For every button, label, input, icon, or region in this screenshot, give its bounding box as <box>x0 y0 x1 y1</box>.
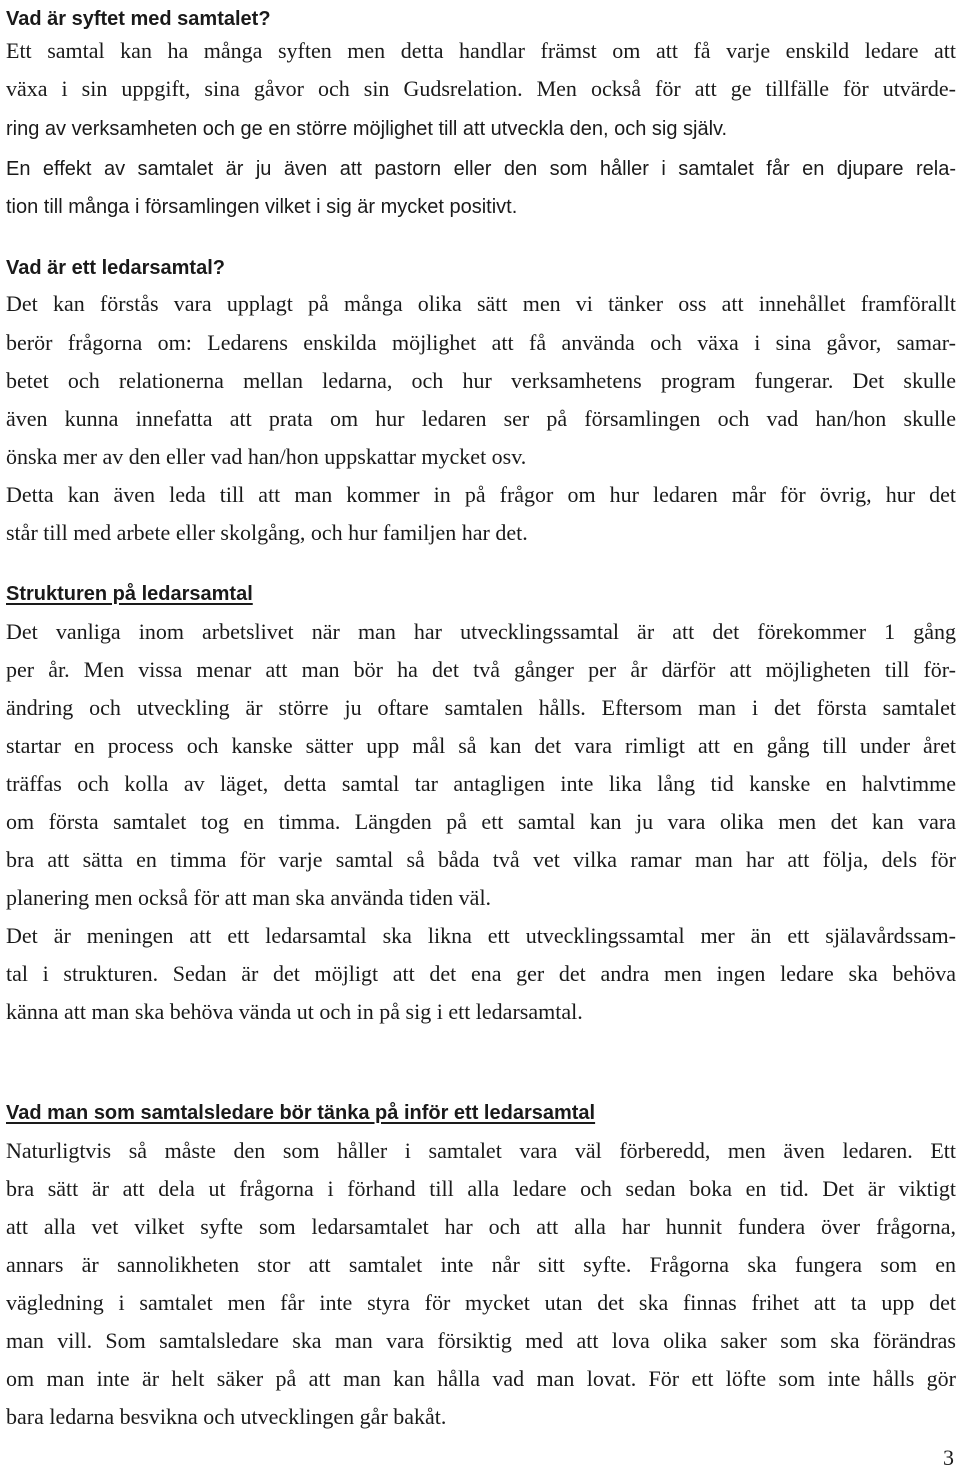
paragraph-line: vägledning i samtalet men får inte styra för mycket utan det ska finnas frihet att ta upp det <box>6 1290 956 1315</box>
paragraph-line: känna att man ska behöva vända ut och in på sig i ett ledarsamtal. <box>6 999 583 1024</box>
section-heading-samtalsledare: Vad man som samtalsledare bör tänka på inför ett ledarsamtal <box>6 1102 596 1124</box>
paragraph-line: om man inte är helt säker på att man kan hålla vad man lovat. För ett löfte som inte hålls gör <box>6 1366 956 1391</box>
section-heading-struktur: Strukturen på ledarsamtal <box>6 583 253 605</box>
page-number: 3 <box>943 1445 954 1470</box>
paragraph-line: Det kan förstås vara upplagt på många olika sätt men vi tänker oss att innehållet framförallt <box>6 291 956 316</box>
paragraph-line: även kunna innefatta att prata om hur ledaren ser på församlingen och vad han/hon skulle <box>6 406 956 431</box>
paragraph-line: tal i strukturen. Sedan är det möjligt att det ena ger det andra men ingen ledare ska behöva <box>6 961 956 986</box>
paragraph-line: planering men också för att man ska använda tiden väl. <box>6 885 492 910</box>
paragraph-line: om första samtalet tog en timma. Längden på ett samtal kan ju vara olika men det kan vara <box>6 809 956 834</box>
paragraph-line: Detta kan även leda till att man kommer in på frågor om hur ledaren mår för övrig, hur det <box>6 482 956 507</box>
paragraph-line: att alla vet vilket syfte som ledarsamtalet har och att alla har hunnit fundera över frågorna, <box>6 1214 956 1239</box>
paragraph-line: annars är sannolikheten stor att samtalet inte når sitt syfte. Frågorna ska fungera som en <box>6 1252 956 1277</box>
paragraph-line: berör frågorna om: Ledarens enskilda möjlighet att få använda och växa i sina gåvor, samar- <box>6 330 956 355</box>
paragraph-line: betet och relationerna mellan ledarna, och hur verksamhetens program fungerar. Det skulle <box>6 368 956 393</box>
paragraph-line: man vill. Som samtalsledare ska man vara försiktig med att lova olika saker som ska förändras <box>6 1328 956 1353</box>
paragraph-line: Det är meningen att ett ledarsamtal ska likna ett utvecklingssamtal mer än ett själavårdssam- <box>6 923 956 948</box>
paragraph-line: träffas och kolla av läget, detta samtal tar antagligen inte lika lång tid kanske en halvtimme <box>6 771 956 796</box>
paragraph-line: bra att sätta en timma för varje samtal så båda två vet vilka ramar man har att följa, dels för <box>6 847 956 872</box>
section-heading-syfte: Vad är syftet med samtalet? <box>6 8 271 30</box>
paragraph-line: Ett samtal kan ha många syften men detta handlar främst om att få varje enskild ledare att <box>6 38 956 63</box>
paragraph-line: per år. Men vissa menar att man bör ha det två gånger per år därför att möjligheten till för- <box>6 657 956 682</box>
paragraph-line: ring av verksamheten och ge en större möjlighet till att utveckla den, och sig själv. <box>6 118 728 140</box>
paragraph-line: växa i sin uppgift, sina gåvor och sin Gudsrelation. Men också för att ge tillfälle för utvärde- <box>6 76 956 101</box>
section-heading-ledarsamtal: Vad är ett ledarsamtal? <box>6 257 225 279</box>
paragraph-line: står till med arbete eller skolgång, och hur familjen har det. <box>6 520 528 545</box>
paragraph-line: Naturligtvis så måste den som håller i samtalet vara väl förberedd, men även ledaren. Ett <box>6 1138 956 1163</box>
paragraph-line: bra sätt är att dela ut frågorna i förhand till alla ledare och sedan boka en tid. Det är viktigt <box>6 1176 956 1201</box>
paragraph-line: startar en process och kanske sätter upp mål så kan det vara rimligt att en gång till under året <box>6 733 956 758</box>
paragraph-line: önska mer av den eller vad han/hon uppskattar mycket osv. <box>6 444 527 469</box>
paragraph-line: En effekt av samtalet är ju även att pastorn eller den som håller i samtalet får en djupare rela- <box>6 158 956 180</box>
paragraph-line: bara ledarna besvikna och utvecklingen går bakåt. <box>6 1404 447 1429</box>
paragraph-line: Det vanliga inom arbetslivet när man har utvecklingssamtal är att det förekommer 1 gång <box>6 619 956 644</box>
paragraph-line: ändring och utveckling är större ju oftare samtalen hålls. Eftersom man i det första samtalet <box>6 695 956 720</box>
paragraph-line: tion till många i församlingen vilket i sig är mycket positivt. <box>6 196 518 218</box>
